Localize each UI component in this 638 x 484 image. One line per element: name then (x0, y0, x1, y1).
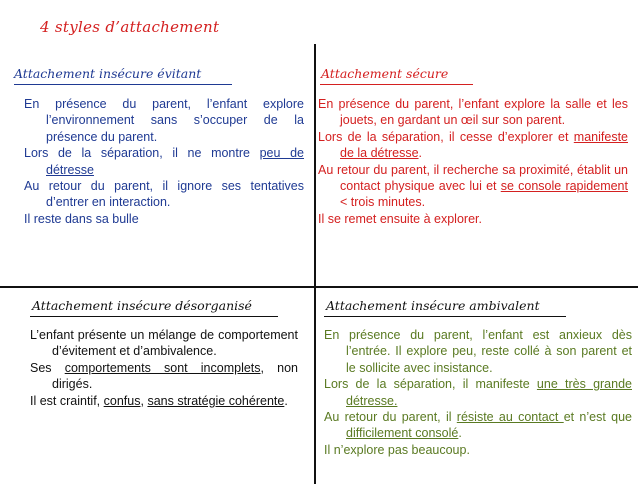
avoidant-p3: Au retour du parent, il ignore ses tentatives d’entrer en interaction. (24, 179, 304, 210)
secure-p1: En présence du parent, l’enfant explore la salle et les jouets, en gardant un œil sur son parent. (318, 97, 628, 128)
avoidant-heading: Attachement insécure évitant (14, 66, 202, 81)
avoidant-heading-underline (14, 84, 232, 85)
ambivalent-p1: En présence du parent, l’enfant est anxieux dès l’entrée. Il explore peu, reste collé à son parent et le sollicite avec insistance. (324, 328, 632, 375)
secure-heading-underline (320, 84, 473, 85)
disorganized-heading: Attachement insécure désorganisé (32, 298, 252, 313)
disorganized-text (30, 327, 298, 409)
secure-heading: Attachement sécure (321, 66, 449, 81)
secure-p3: Au retour du parent, il recherche sa proximité, établit un contact physique avec lui et se console rapidement < trois minutes. (318, 162, 628, 210)
disorganized-p2: Ses comportements sont incomplets, non dirigés. (30, 360, 299, 392)
disorganized-p3: Il est craintif, confus, sans stratégie cohérente. (30, 393, 288, 408)
avoidant-p1: En présence du parent, l’enfant explore l’environnement sans s’occuper de la présence du parent. (24, 97, 304, 144)
ambivalent-p3: Au retour du parent, il résiste au contact et n’est que difficilement consolé. (324, 410, 632, 441)
secure-text (318, 96, 628, 227)
disorganized-heading-underline (30, 316, 278, 317)
secure-p4: Il se remet ensuite à explorer. (318, 211, 482, 226)
horizontal-divider (0, 286, 638, 288)
secure-p2: Lors de la séparation, il cesse d’explorer et manifeste de la détresse. (318, 129, 628, 161)
avoidant-p2: Lors de la séparation, il ne montre peu de détresse (24, 146, 305, 177)
page-title: 4 styles d’attachement (40, 18, 220, 36)
ambivalent-heading: Attachement insécure ambivalent (326, 298, 540, 313)
avoidant-p4: Il reste dans sa bulle (24, 211, 139, 226)
ambivalent-heading-underline (324, 316, 566, 317)
ambivalent-p2: Lors de la séparation, il manifeste une très grande détresse. (324, 377, 632, 408)
avoidant-text (24, 96, 304, 227)
ambivalent-p4: Il n’explore pas beaucoup. (324, 442, 470, 457)
disorganized-p1: L’enfant présente un mélange de comportement d’évitement et d’ambivalence. (30, 328, 298, 359)
ambivalent-text (324, 327, 632, 458)
vertical-divider (314, 44, 316, 484)
